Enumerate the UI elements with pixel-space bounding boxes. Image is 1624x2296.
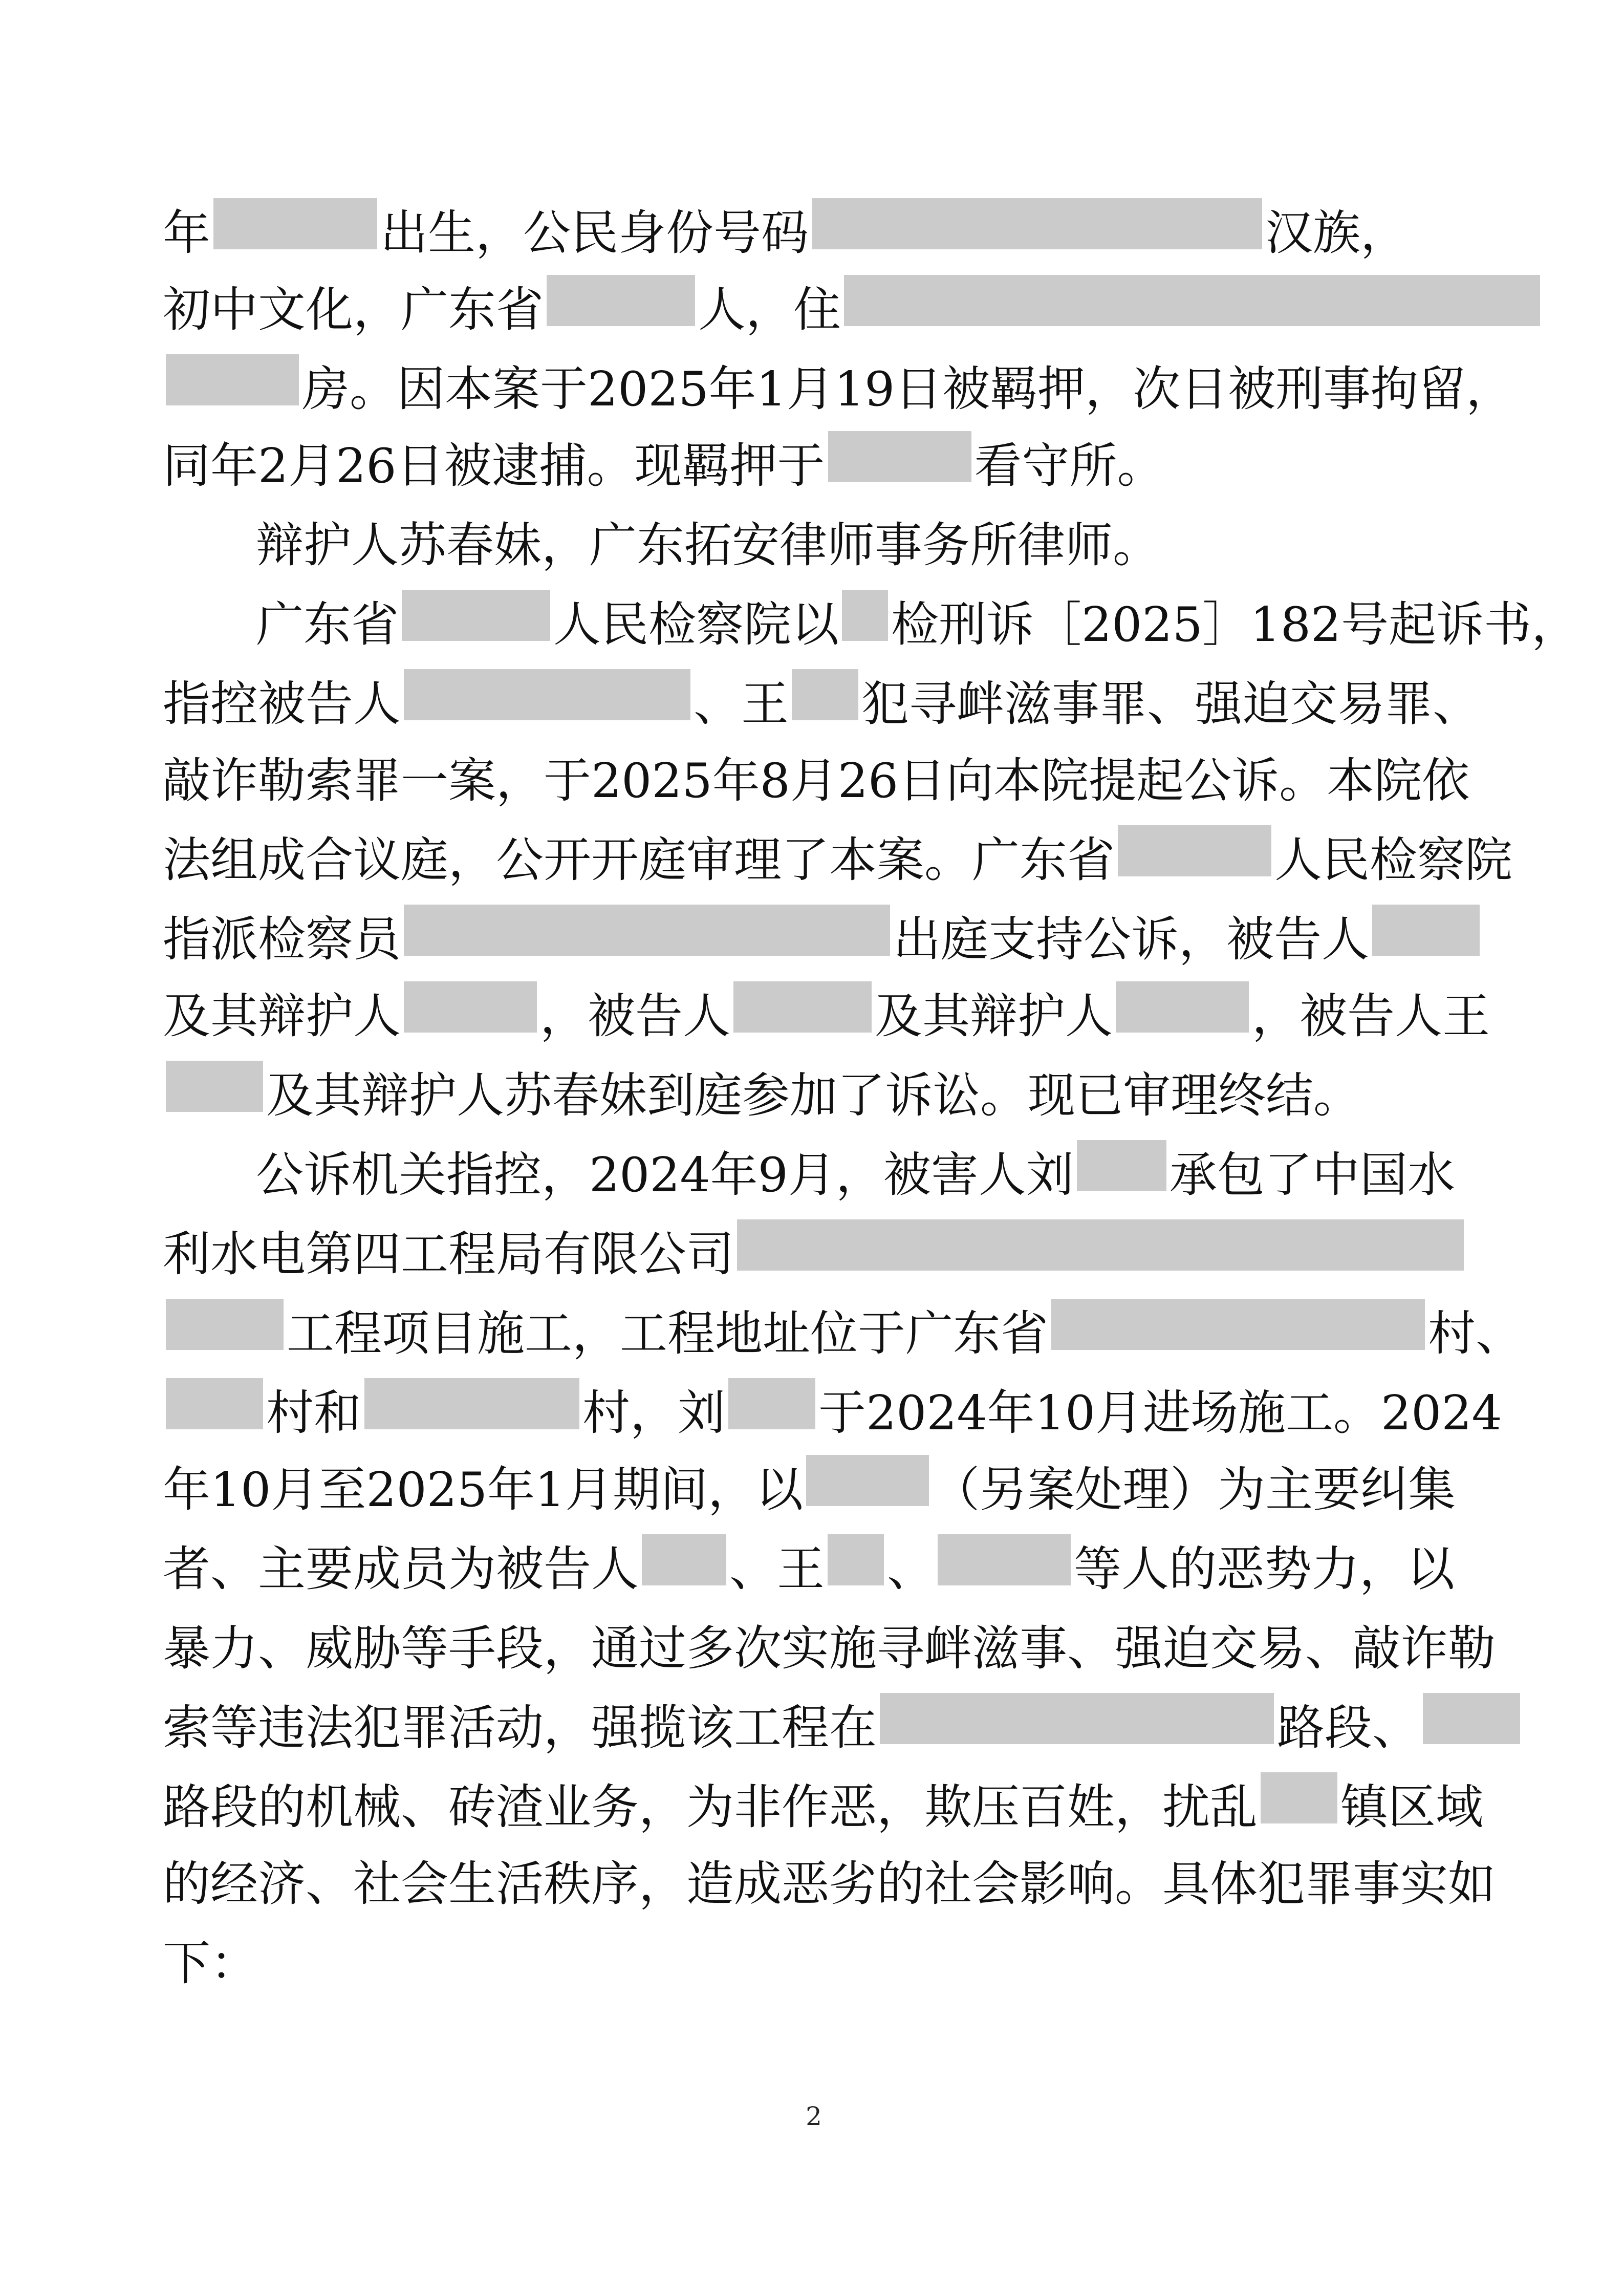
text-segment: 及其辩护人 — [163, 989, 401, 1044]
text-segment: 辩护人苏春妹，广东拓安律师事务所律师。 — [256, 518, 1160, 573]
text-line — [163, 351, 1514, 427]
text-line — [163, 1057, 1463, 1134]
redaction-block — [733, 981, 872, 1033]
text-segment: ，被告人 — [540, 989, 730, 1044]
redaction-block — [828, 431, 971, 482]
text-line — [163, 1531, 1463, 1607]
redaction-block — [1077, 1140, 1166, 1191]
redaction-block — [364, 1378, 579, 1429]
text-line — [163, 1610, 1496, 1687]
redaction-block — [1051, 1299, 1425, 1350]
redaction-block — [166, 1299, 284, 1350]
text-line — [163, 1451, 1463, 1528]
redaction-block — [812, 198, 1262, 249]
text-segment: 者、主要成员为被告人 — [163, 1541, 639, 1597]
text-segment: 公诉机关指控，2024年9月，被害人刘 — [256, 1147, 1074, 1203]
page-number: 2 — [806, 2101, 822, 2131]
text-line — [163, 1216, 1463, 1293]
redaction-block — [1423, 1693, 1520, 1744]
text-segment: 工程项目施工，工程地址位于广东省 — [287, 1306, 1048, 1361]
text-segment: 年 — [163, 205, 210, 261]
text-line — [163, 427, 1463, 504]
text-segment: 、 — [887, 1541, 935, 1597]
text-line — [163, 1769, 1483, 1846]
text-segment: 利水电第四工程局有限公司 — [163, 1227, 734, 1282]
text-segment: 房。因本案于2025年1月19日被羁押，次日被刑事拘留， — [302, 361, 1514, 417]
text-segment: 村，刘 — [582, 1385, 725, 1441]
text-line — [163, 901, 1463, 978]
text-segment: 人民检察院 — [1274, 832, 1512, 888]
text-segment: （另案处理）为主要纠集 — [932, 1462, 1456, 1517]
text-segment: 犯寻衅滋事罪、强迫交易罪、 — [861, 676, 1480, 732]
text-segment: 汉族， — [1265, 205, 1408, 261]
text-segment: 暴力、威胁等手段，通过多次实施寻衅滋事、强迫交易、敲诈勒 — [163, 1621, 1496, 1676]
text-segment: 法组成合议庭，公开开庭审理了本案。广东省 — [163, 832, 1115, 888]
text-segment: 路段、 — [1277, 1700, 1420, 1755]
redaction-block — [166, 1378, 263, 1429]
redaction-block — [828, 1534, 884, 1585]
text-segment: 路段的机械、砖渣业务，为非作恶，欺压百姓，扰乱 — [163, 1779, 1258, 1835]
redaction-block — [213, 198, 377, 249]
text-segment: 检刑诉［2025］182号起诉书， — [891, 597, 1579, 652]
redaction-block — [402, 590, 550, 641]
text-segment: 指派检察员 — [163, 912, 401, 967]
redaction-block — [1118, 825, 1271, 876]
text-segment: 下： — [163, 1936, 258, 1991]
text-segment: 初中文化，广东省 — [163, 282, 544, 337]
text-line — [163, 666, 1480, 742]
redaction-block — [547, 275, 695, 326]
text-line — [256, 586, 1579, 663]
redaction-block — [842, 590, 888, 641]
redaction-block — [1372, 905, 1480, 956]
redaction-block — [166, 354, 299, 405]
text-segment: 出生，公民身份号码 — [380, 205, 809, 261]
text-segment: 、王 — [729, 1541, 825, 1597]
text-segment: 指控被告人 — [163, 676, 401, 732]
text-line — [256, 507, 1464, 584]
redaction-block — [880, 1693, 1274, 1744]
text-segment: 年10月至2025年1月期间，以 — [163, 1462, 804, 1517]
text-line — [163, 742, 1470, 819]
text-line — [163, 271, 1463, 348]
text-segment: 镇区域 — [1340, 1779, 1483, 1835]
text-line — [163, 1375, 1502, 1451]
redaction-block — [728, 1378, 815, 1429]
text-segment: 广东省 — [256, 597, 399, 652]
redaction-block — [404, 669, 690, 720]
text-segment: 承包了中国水 — [1169, 1147, 1455, 1203]
text-line — [163, 1925, 1463, 2002]
text-line — [163, 1846, 1496, 1922]
text-segment: 人，住 — [698, 282, 841, 337]
text-segment: 出庭支持公诉，被告人 — [893, 912, 1369, 967]
text-segment: 敲诈勒索罪一案，于2025年8月26日向本院提起公诉。本院依 — [163, 753, 1470, 808]
text-segment: 同年2月26日被逮捕。现羁押于 — [163, 438, 825, 493]
text-segment: 村、 — [1428, 1306, 1523, 1361]
text-segment: 人民检察院以 — [553, 597, 839, 652]
redaction-block — [806, 1455, 929, 1506]
text-line — [163, 1295, 1523, 1372]
redaction-block — [642, 1534, 726, 1585]
text-segment: 村和 — [266, 1385, 361, 1441]
redaction-block — [792, 669, 858, 720]
text-segment: 的经济、社会生活秩序，造成恶劣的社会影响。具体犯罪事实如 — [163, 1856, 1496, 1912]
redaction-block — [166, 1061, 263, 1112]
redaction-block — [737, 1219, 1464, 1271]
redaction-block — [938, 1534, 1071, 1585]
text-segment: 、王 — [694, 676, 789, 732]
text-line — [256, 1136, 1464, 1213]
text-line — [163, 1689, 1463, 1766]
text-segment: 看守所。 — [974, 438, 1165, 493]
text-segment: 及其辩护人苏春妹到庭参加了诉讼。现已审理终结。 — [266, 1068, 1361, 1123]
redaction-block — [1116, 981, 1249, 1033]
text-line — [163, 195, 1463, 271]
text-line — [163, 822, 1512, 898]
text-segment: 等人的恶势力，以 — [1074, 1541, 1455, 1597]
redaction-block — [404, 981, 537, 1033]
redaction-block — [404, 905, 890, 956]
text-segment: 于2024年10月进场施工。2024 — [818, 1385, 1502, 1441]
redaction-block — [844, 275, 1540, 326]
redaction-block — [1261, 1772, 1337, 1823]
text-segment: 及其辩护人 — [875, 989, 1113, 1044]
text-segment: 索等违法犯罪活动，强揽该工程在 — [163, 1700, 877, 1755]
text-segment: ，被告人王 — [1252, 989, 1490, 1044]
text-line — [163, 978, 1490, 1055]
